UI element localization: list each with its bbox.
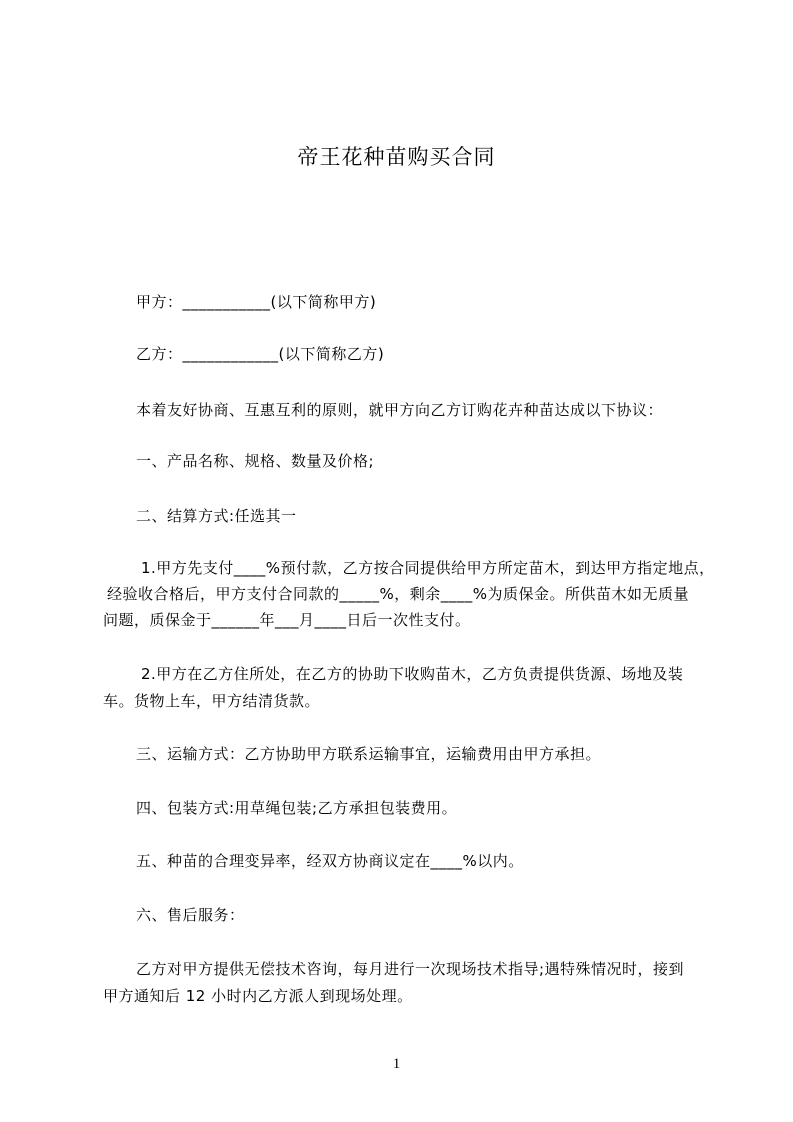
- section-6-heading: 六、售后服务：: [136, 906, 245, 924]
- section-1-heading: 一、产品名称、规格、数量及价格;: [136, 452, 375, 470]
- party-b-line: 乙方：____________(以下简称乙方): [136, 345, 385, 363]
- payment-option-2-line-2: 车。货物上车，甲方结清货款。: [103, 692, 321, 710]
- page-number: 1: [392, 1056, 401, 1072]
- after-sales-line-1: 乙方对甲方提供无偿技术咨询，每月进行一次现场技术指导;遇特殊情况时，接到: [136, 960, 685, 978]
- section-2-heading: 二、结算方式:任选其一: [136, 507, 297, 525]
- party-a-line: 甲方：___________(以下简称甲方): [136, 293, 377, 311]
- payment-option-1-line-2: 经验收合格后，甲方支付合同款的_____%，剩余____%为质保金。所供苗木如无质量: [107, 585, 690, 603]
- section-5-paragraph: 五、种苗的合理变异率，经双方协商议定在____%以内。: [136, 852, 524, 870]
- after-sales-line-2: 甲方通知后 12 小时内乙方派人到现场处理。: [103, 987, 413, 1005]
- payment-option-1-line-3: 问题，质保金于______年___月____日后一次性支付。: [103, 611, 471, 629]
- document-title: 帝王花种苗购买合同: [297, 145, 496, 169]
- preamble-paragraph: 本着友好协商、互惠互利的原则，就甲方向乙方订购花卉种苗达成以下协议：: [136, 401, 664, 419]
- payment-option-1-line-1: 1.甲方先支付____%预付款，乙方按合同提供给甲方所定苗木，到达甲方指定地点，: [141, 559, 715, 577]
- section-4-paragraph: 四、包装方式:用草绳包装;乙方承担包装费用。: [136, 799, 458, 817]
- section-3-paragraph: 三、运输方式：乙方协助甲方联系运输事宜，运输费用由甲方承担。: [136, 745, 602, 763]
- payment-option-2-line-1: 2.甲方在乙方住所处，在乙方的协助下收购苗木，乙方负责提供货源、场地及装: [141, 665, 684, 683]
